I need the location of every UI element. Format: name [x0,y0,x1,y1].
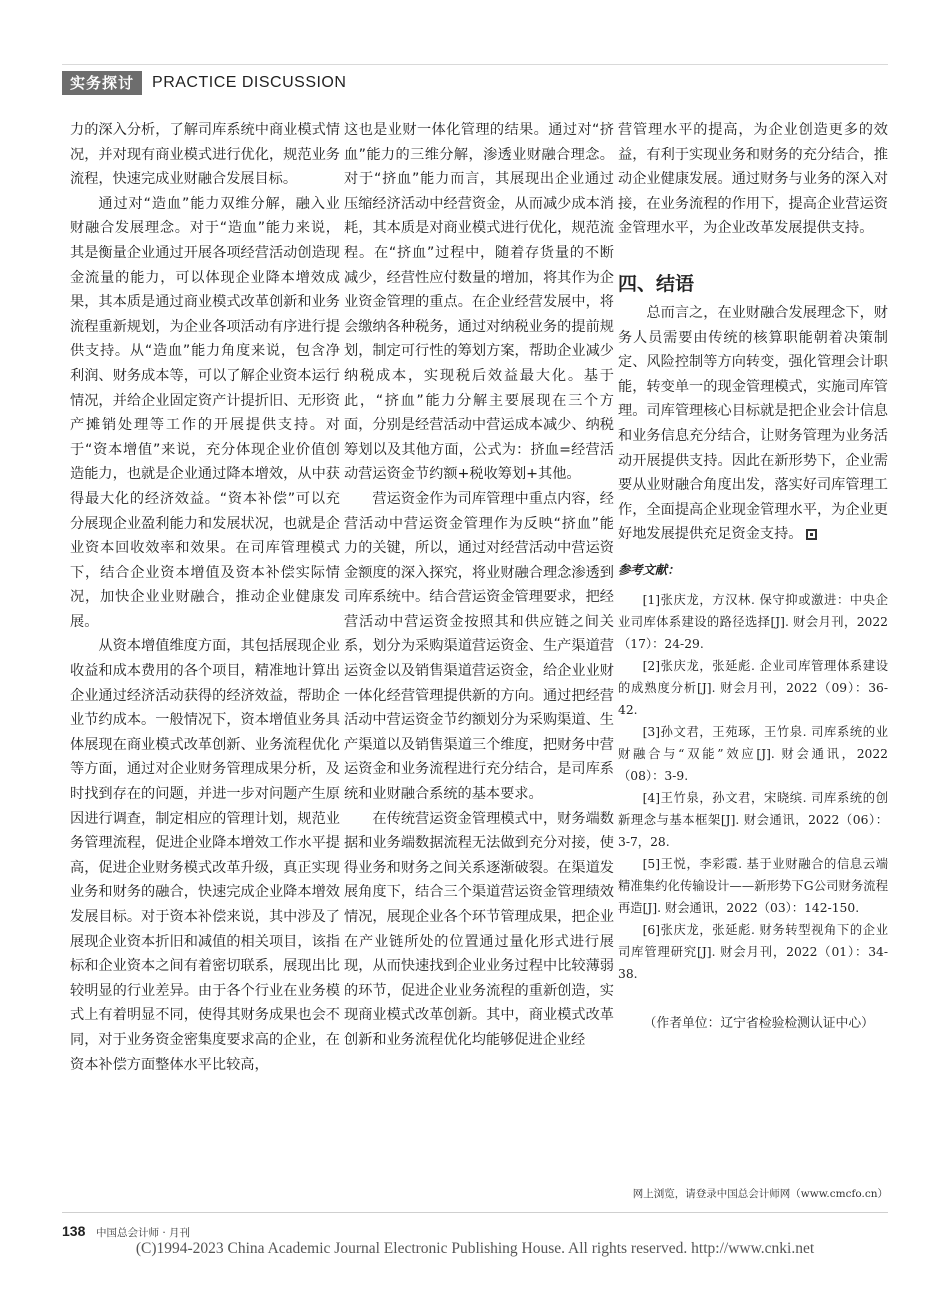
journal-name: 中国总会计师 · 月刊 [96,1227,191,1239]
reference-item: [4]王竹泉，孙文君，宋晓缤. 司库系统的创新理念与基本框架[J]. 财会通讯，2022（06）：3-7，28. [618,790,888,849]
section-title-en: PRACTICE DISCUSSION [152,74,347,91]
paragraph: 力的深入分析，了解司库系统中商业模式情况，并对现有商业模式进行优化，规范业务流程，快速完成业财融合发展目标。 [70,122,340,188]
author-affiliation: （作者单位：辽宁省检验检测认证中心） [643,1015,874,1031]
column-3 [618,118,888,1035]
column-2 [344,118,614,1053]
reference-item: [3]孙文君，王苑琢，王竹泉. 司库系统的业财融合与“双能”效应[J]. 财会通讯，2022（08）：3-9. [618,724,888,783]
conclusion-paragraph [618,301,888,547]
paragraph: 在传统营运资金管理模式中，财务端数据和业务端数据流程无法做到充分对接，使得业务和财务之间关系逐渐破裂。在渠道发展角度下，结合三个渠道营运资金管理绩效情况，展现企业各个环节管理成果，把企业在产业链所处的位置通过量化形式进行展现，从而快速找到企业业务过程中比较薄弱的环节，促进企业业务流程的重新创造，实现商业模式改革创新。其中，商业模式改革创新和业务流程优化均能够促进企业经 [344,810,614,1048]
section-tag: 实务探讨 [62,71,142,95]
conclusion-text: 总而言之，在业财融合发展理念下，财务人员需要由传统的核算职能朝着决策制定、风险控制等方向转变，强化管理会计职能，转变单一的现金管理模式，实施司库管理。司库管理核心目标就是把企业会计信息和业务信息充分结合，让财务管理为业务活动开展提供支持。因此在新形势下，企业需要从业财融合角度出发，落实好司库管理工作，全面提高企业现金管理水平，为企业更好地发展提供充足资金支持。 [618,304,888,543]
section-heading-conclusion: 四、结语 [618,272,695,295]
header-rule [62,64,888,65]
website-note: 网上浏览，请登录中国总会计师网（www.cmcfo.cn） [632,1188,888,1200]
reference-item: [1]张庆龙，方汉林. 保守抑或激进：中央企业司库体系建设的路径选择[J]. 财会月刊，2022（17）：24-29. [618,592,888,651]
paragraph: 这也是业财一体化管理的结果。通过对“挤血”能力的三维分解，渗透业财融合理念。对于“挤血”能力而言，其展现出企业通过压缩经济活动中经营资金，从而减少成本消耗，其本质是对商业模式进行优化，规范流程。在“挤血”过程中，随着存货量的不断减少，经营性应付数量的增加，将其作为企业资金管理的重点。在企业经营发展中，将会缴纳各种税务，通过对纳税业务的提前规划，制定可行性的筹划方案，帮助企业减少纳税成本，实现税后效益最大化。基于此，“挤血”能力分解主要展现在三个方面，分别是经营活动中营运成本减少、纳税筹划以及其他方面，公式为：挤血=经营活动营运资金节约额+税收筹划+其他。 [344,122,614,483]
footer-rule [62,1212,888,1213]
copyright-notice: (C)1994-2023 China Academic Journal Electronic Publishing House. All rights reserved. http://www.cnki.net [135,1240,815,1257]
reference-item: [6]张庆龙，张延彪. 财务转型视角下的企业司库管理研究[J]. 财会月刊，2022（01）：34-38. [618,922,888,981]
reference-item: [5]王悦，李彩霞. 基于业财融合的信息云端精准集约化传输设计——新形势下G公司财务流程再造[J]. 财会通讯，2022（03）：142-150. [618,856,888,915]
paragraph: 从资本增值维度方面，其包括展现企业收益和成本费用的各个项目，精准地计算出企业通过经济活动获得的经济效益，帮助企业节约成本。一般情况下，资本增值业务具体展现在商业模式改革创新、业务流程优化等方面，通过对企业财务管理成果分析，及时找到存在的问题，并进一步对问题产生原因进行调查，制定相应的管理计划，规范业务管理流程，促进企业降本增效工作水平提高，促进企业财务模式改革升级，真正实现业务和财务的融合，快速完成企业降本增效发展目标。对于资本补偿来说，其中涉及了展现企业资本折旧和减值的相关项目，该指标和企业资本之间有着密切联系，展现出比较明显的行业差异。由于各个行业在业务模式上有着明显不同，使得其财务成果也会不同，对于业务资金密集度要求高的企业，在资本补偿方面整体水平比较高， [70,638,340,1073]
reference-item: [2]张庆龙，张延彪. 企业司库管理体系建设的成熟度分析[J]. 财会月刊，2022（09）：36-42. [618,658,888,717]
paragraph: 营运资金作为司库管理中重点内容，经营活动中营运资金管理作为反映“挤血”能力的关键，所以，通过对经营活动中营运资金额度的深入探究，将业财融合理念渗透到司库系统中。结合营运资金管理要求，把经营活动中营运资金按照其和供应链之间关系，划分为采购渠道营运资金、生产渠道营运资金以及销售渠道营运资金，给企业业财一体化经营管理提供新的方向。通过把经营活动中营运资金节约额划分为采购渠道、生产渠道以及销售渠道三个维度，把财务中营运资金和业务流程进行充分结合，是司库系统和业财融合系统的基本要求。 [344,490,614,803]
paragraph: 营管理水平的提高，为企业创造更多的效益，有利于实现业务和财务的充分结合，推动企业健康发展。通过财务与业务的深入对接，在业务流程的作用下，提高企业营运资金管理水平，为企业改革发展提供支持。 [618,122,888,237]
column-1 [70,118,340,1077]
page-number: 138 [62,1223,86,1239]
references [618,559,888,985]
end-mark-icon [806,529,817,540]
section-header [62,70,346,96]
references-heading: 参考文献： [618,561,680,577]
paragraph: 通过对“造血”能力双维分解，融入业财融合发展理念。对于“造血”能力来说，其是衡量企业通过开展各项经营活动创造现金流量的能力，可以体现企业降本增效成果，其本质是通过商业模式改革创新和业务流程重新规划，为企业各项活动有序进行提供支持。从“造血”能力角度来说，包含净利润、财务成本等，可以了解企业资本运行情况，并给企业固定资产计提折旧、无形资产摊销处理等工作的开展提供支持。对于“资本增值”来说，充分体现企业价值创造能力，也就是企业通过降本增效，从中获得最大化的经济效益。“资本补偿”可以充分展现企业盈利能力和发展状况，也就是企业资本回收效率和效果。在司库管理模式下，结合企业资本增值及资本补偿实际情况，加快企业业财融合，推动企业健康发展。 [70,195,340,630]
